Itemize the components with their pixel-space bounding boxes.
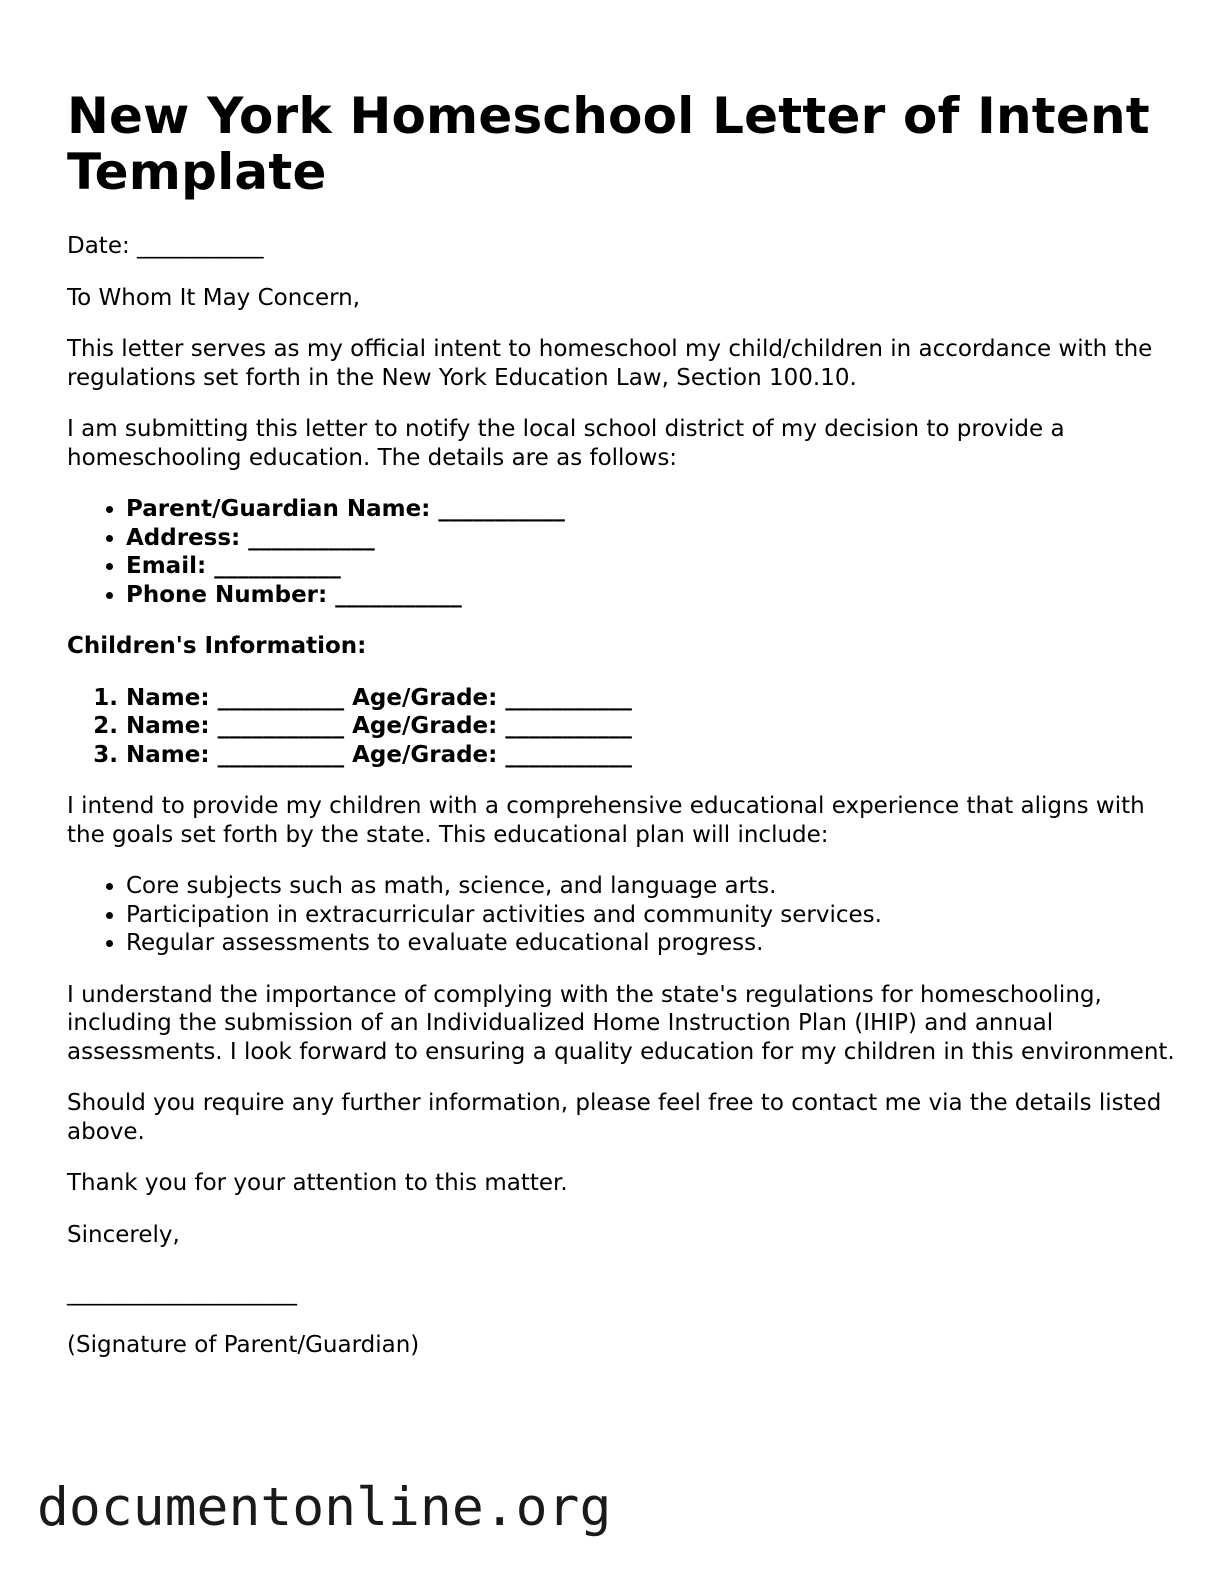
phone-blank: ___________	[335, 581, 462, 608]
signature-caption: (Signature of Parent/Guardian)	[67, 1331, 420, 1358]
list-item: • Core subjects such as math, science, and language arts.	[126, 872, 1177, 901]
notify-paragraph: I am submitting this letter to notify the local school district of my decision to provide a homeschooling education. The details are as follows:	[67, 416, 1065, 471]
list-item	[126, 712, 1177, 741]
child-name-label: Name:	[126, 713, 210, 739]
list-item: • Participation in extracurricular activities and community services.	[126, 901, 1177, 930]
date-line	[67, 232, 1177, 261]
parent-name-label: Parent/Guardian Name:	[126, 496, 431, 522]
signature-line: ____________________	[67, 1280, 297, 1306]
salutation: To Whom It May Concern,	[67, 284, 361, 311]
date-label: Date:	[67, 233, 130, 259]
plan-paragraph: I intend to provide my children with a comprehensive educational experience that aligns with the goals set forth by the state. This educational plan will include:	[67, 793, 1145, 848]
list-item: • Regular assessments to evaluate educational progress.	[126, 929, 1177, 958]
list-item	[126, 524, 1177, 553]
email-label: Email:	[126, 553, 207, 579]
child-grade-label: Age/Grade:	[352, 713, 498, 739]
list-item	[126, 741, 1177, 770]
plan-list	[67, 872, 1177, 958]
phone-label: Phone Number:	[126, 581, 328, 608]
contact-paragraph: Should you require any further information, please feel free to contact me via the details listed above.	[67, 1090, 1162, 1145]
child-grade-blank: ___________	[505, 684, 632, 711]
page-title: New York Homeschool Letter of Intent Template	[67, 87, 1150, 201]
child-name-label: Name:	[126, 741, 210, 768]
parent-name-blank: ___________	[438, 496, 565, 522]
watermark: documentonline.org	[37, 1477, 612, 1538]
closing-line: Sincerely,	[67, 1221, 180, 1248]
compliance-paragraph: I understand the importance of complying with the state's regulations for homeschooling, including the submission of an Individualized Home Instruction Plan (IHIP) and annual assessments. I look forward to ensuring a quality education for my children in this environment.	[67, 981, 1175, 1065]
child-name-blank: ___________	[217, 713, 345, 739]
parent-details-list	[67, 495, 1177, 609]
child-grade-blank: ___________	[505, 741, 632, 768]
intro-paragraph: This letter serves as my official intent to homeschool my child/children in accordance with the regulations set forth in the New York Education Law, Section 100.10.	[67, 336, 1153, 391]
list-item	[126, 581, 1177, 610]
child-name-label: Name:	[126, 684, 210, 711]
children-list	[67, 684, 1177, 770]
address-blank: ___________	[248, 524, 375, 551]
child-grade-blank: ___________	[505, 713, 632, 739]
list-item	[126, 495, 1177, 524]
email-blank: ___________	[214, 553, 341, 579]
date-blank: ___________	[137, 233, 264, 259]
child-grade-label: Age/Grade:	[352, 684, 498, 711]
list-item	[126, 552, 1177, 581]
child-name-blank: ___________	[217, 684, 345, 711]
list-item	[126, 684, 1177, 713]
children-heading: Children's Information:	[67, 633, 367, 659]
thanks-line: Thank you for your attention to this matter.	[67, 1170, 568, 1196]
child-name-blank: ___________	[217, 741, 345, 768]
child-grade-label: Age/Grade:	[352, 741, 498, 768]
address-label: Address:	[126, 524, 241, 551]
letter-page	[67, 88, 1177, 1382]
